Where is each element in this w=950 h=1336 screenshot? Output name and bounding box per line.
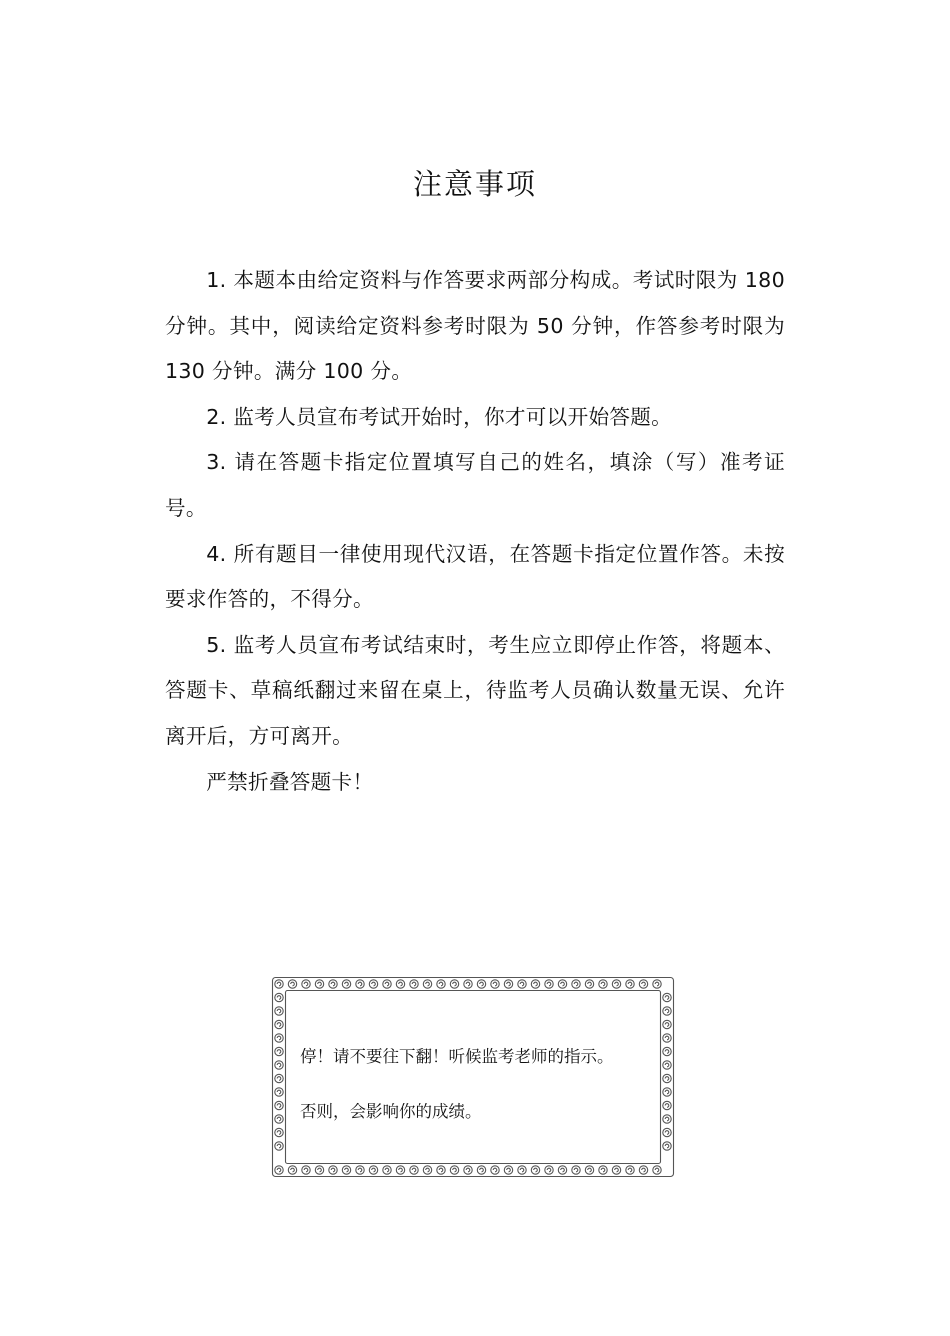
instructions-body bbox=[165, 258, 785, 805]
decorative-scroll-border-icon bbox=[270, 975, 676, 1179]
notice-stop-line: 停！请不要往下翻！听候监考老师的指示。 bbox=[300, 1047, 614, 1066]
instruction-item-3: 3. 请在答题卡指定位置填写自己的姓名，填涂（写）准考证号。 bbox=[165, 450, 785, 520]
instruction-item-5: 5. 监考人员宣布考试结束时，考生应立即停止作答，将题本、答题卡、草稿纸翻过来留在桌上，待监考人员确认数量无误、允许离开后，方可离开。 bbox=[165, 632, 785, 748]
instruction-warning: 严禁折叠答题卡！ bbox=[206, 769, 374, 794]
instruction-item-1: 1. 本题本由给定资料与作答要求两部分构成。考试时限为 180 分钟。其中，阅读给定资料参考时限为 50 分钟，作答参考时限为 130 分钟。满分 100 分。 bbox=[165, 268, 786, 384]
page-title: 注意事项 bbox=[412, 167, 537, 201]
instruction-item-4: 4. 所有题目一律使用现代汉语，在答题卡指定位置作答。未按要求作答的，不得分。 bbox=[165, 541, 785, 612]
notice-box bbox=[270, 975, 676, 1179]
instruction-item-2: 2. 监考人员宣布考试开始时，你才可以开始答题。 bbox=[206, 404, 673, 429]
notice-warning-line: 否则，会影响你的成绩。 bbox=[300, 1102, 482, 1121]
